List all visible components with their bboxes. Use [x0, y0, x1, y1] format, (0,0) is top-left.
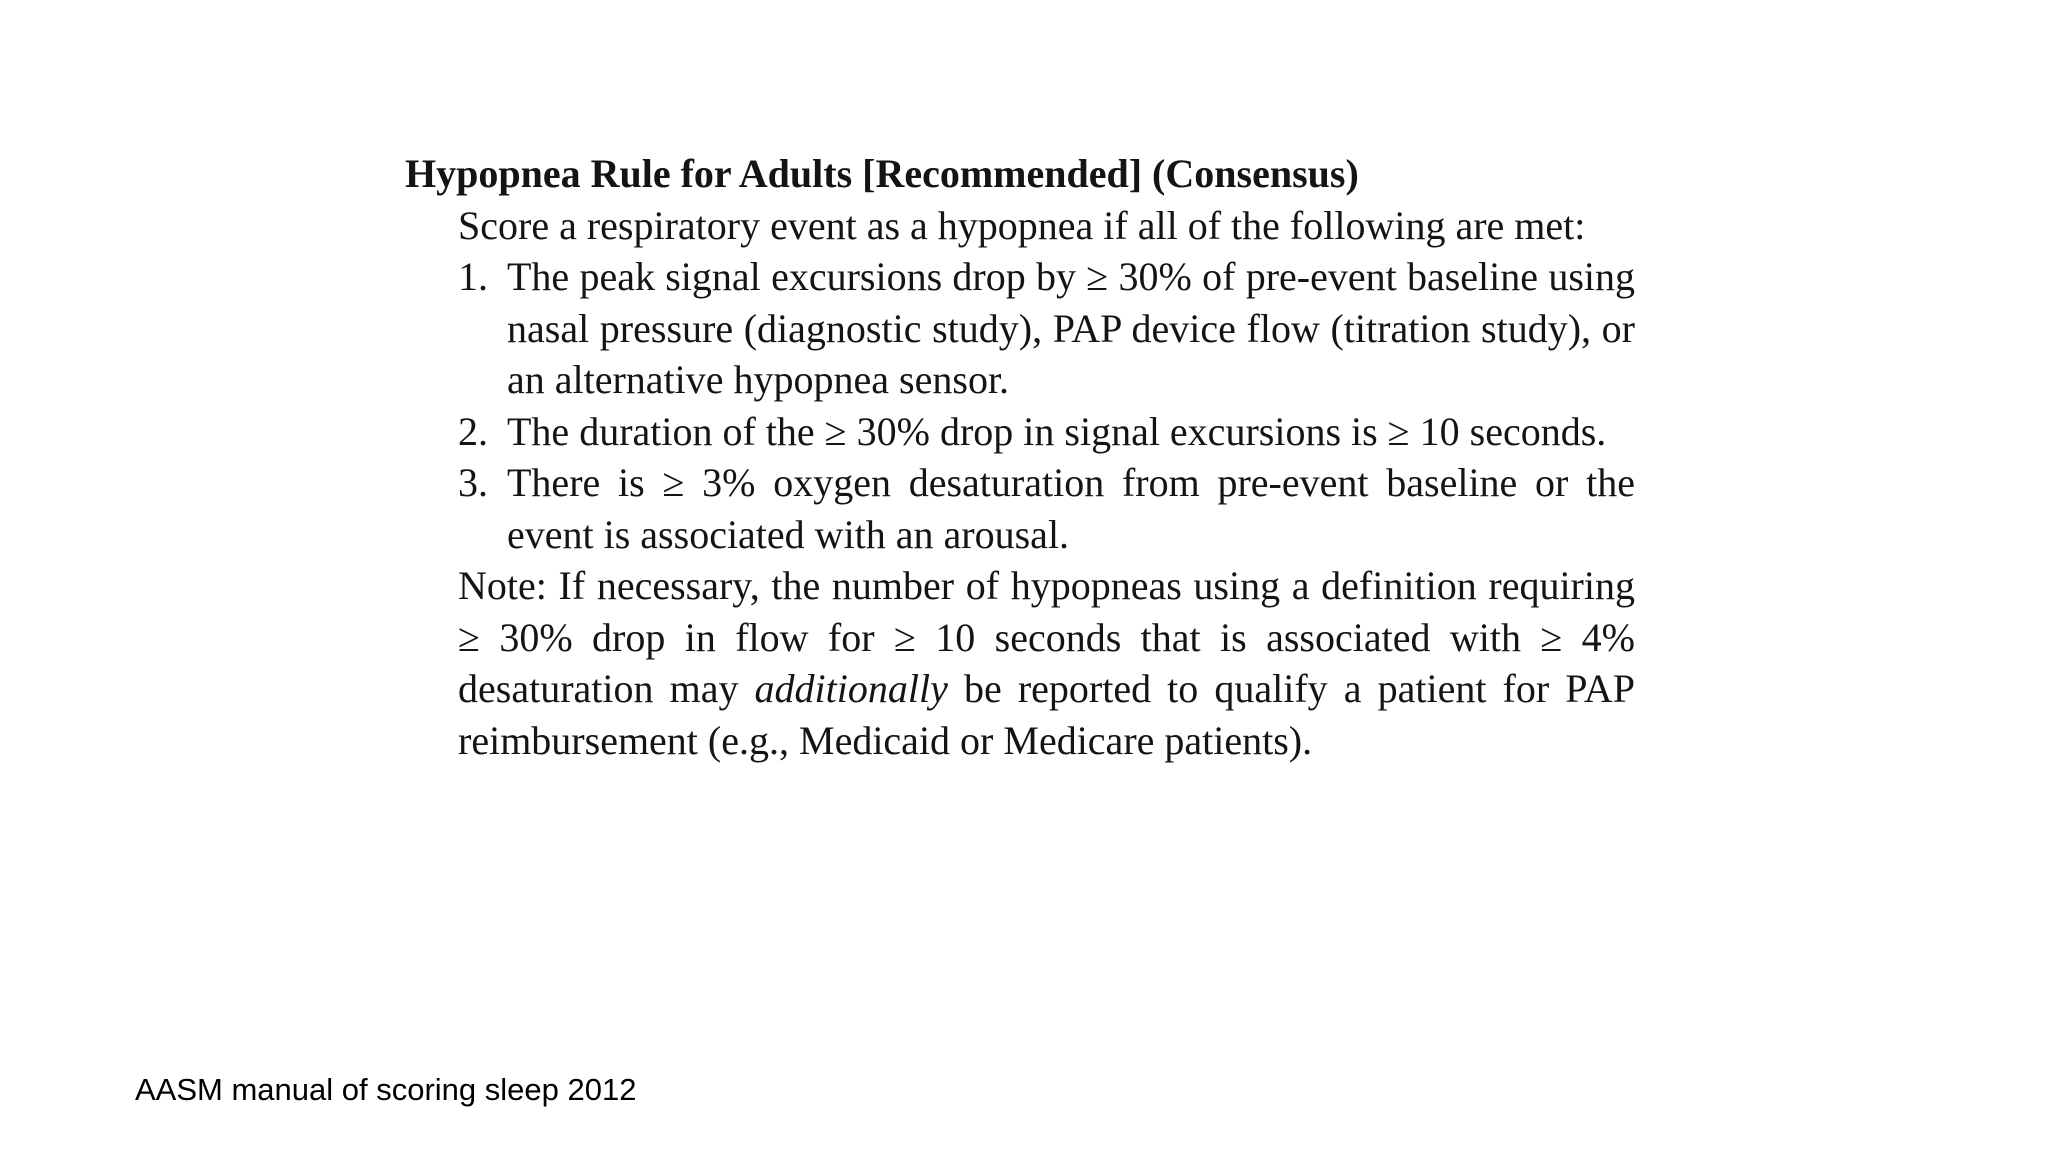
criterion-number: 2.	[458, 408, 488, 454]
hypopnea-rule-block	[405, 148, 1635, 766]
rule-note	[458, 560, 1635, 766]
criterion-text: The duration of the ≥ 30% drop in signal excursions is ≥ 10 seconds.	[507, 408, 1607, 454]
criterion-item	[458, 457, 1635, 560]
note-text-before: Note: If necessary, the number of hypopneas using a definition requiring ≥ 30% drop in flow for ≥ 10 seconds that is associated with ≥ 4% desaturation may	[458, 563, 1635, 711]
criterion-item	[458, 251, 1635, 406]
criterion-number: 3.	[458, 460, 488, 505]
rule-body	[458, 200, 1635, 767]
criteria-list	[458, 251, 1635, 560]
citation-footer: AASM manual of scoring sleep 2012	[135, 1072, 637, 1107]
note-emphasis: additionally	[754, 666, 948, 711]
rule-title: Hypopnea Rule for Adults [Recommended] (Consensus)	[405, 151, 1359, 196]
criterion-text: The peak signal excursions drop by ≥ 30% of pre-event baseline using nasal pressure (diagnostic study), PAP device flow (titration study), or an alternative hypopnea sensor.	[507, 254, 1635, 402]
criterion-item	[458, 406, 1635, 458]
note-text-after: be reported to qualify a patient for PAP reimbursement (e.g., Medicaid or Medicare patients).	[458, 666, 1635, 763]
criterion-text: There is ≥ 3% oxygen desaturation from pre-event baseline or the event is associated with an arousal.	[507, 460, 1635, 557]
rule-intro: Score a respiratory event as a hypopnea if all of the following are met:	[458, 202, 1586, 248]
criterion-number: 1.	[458, 254, 488, 299]
